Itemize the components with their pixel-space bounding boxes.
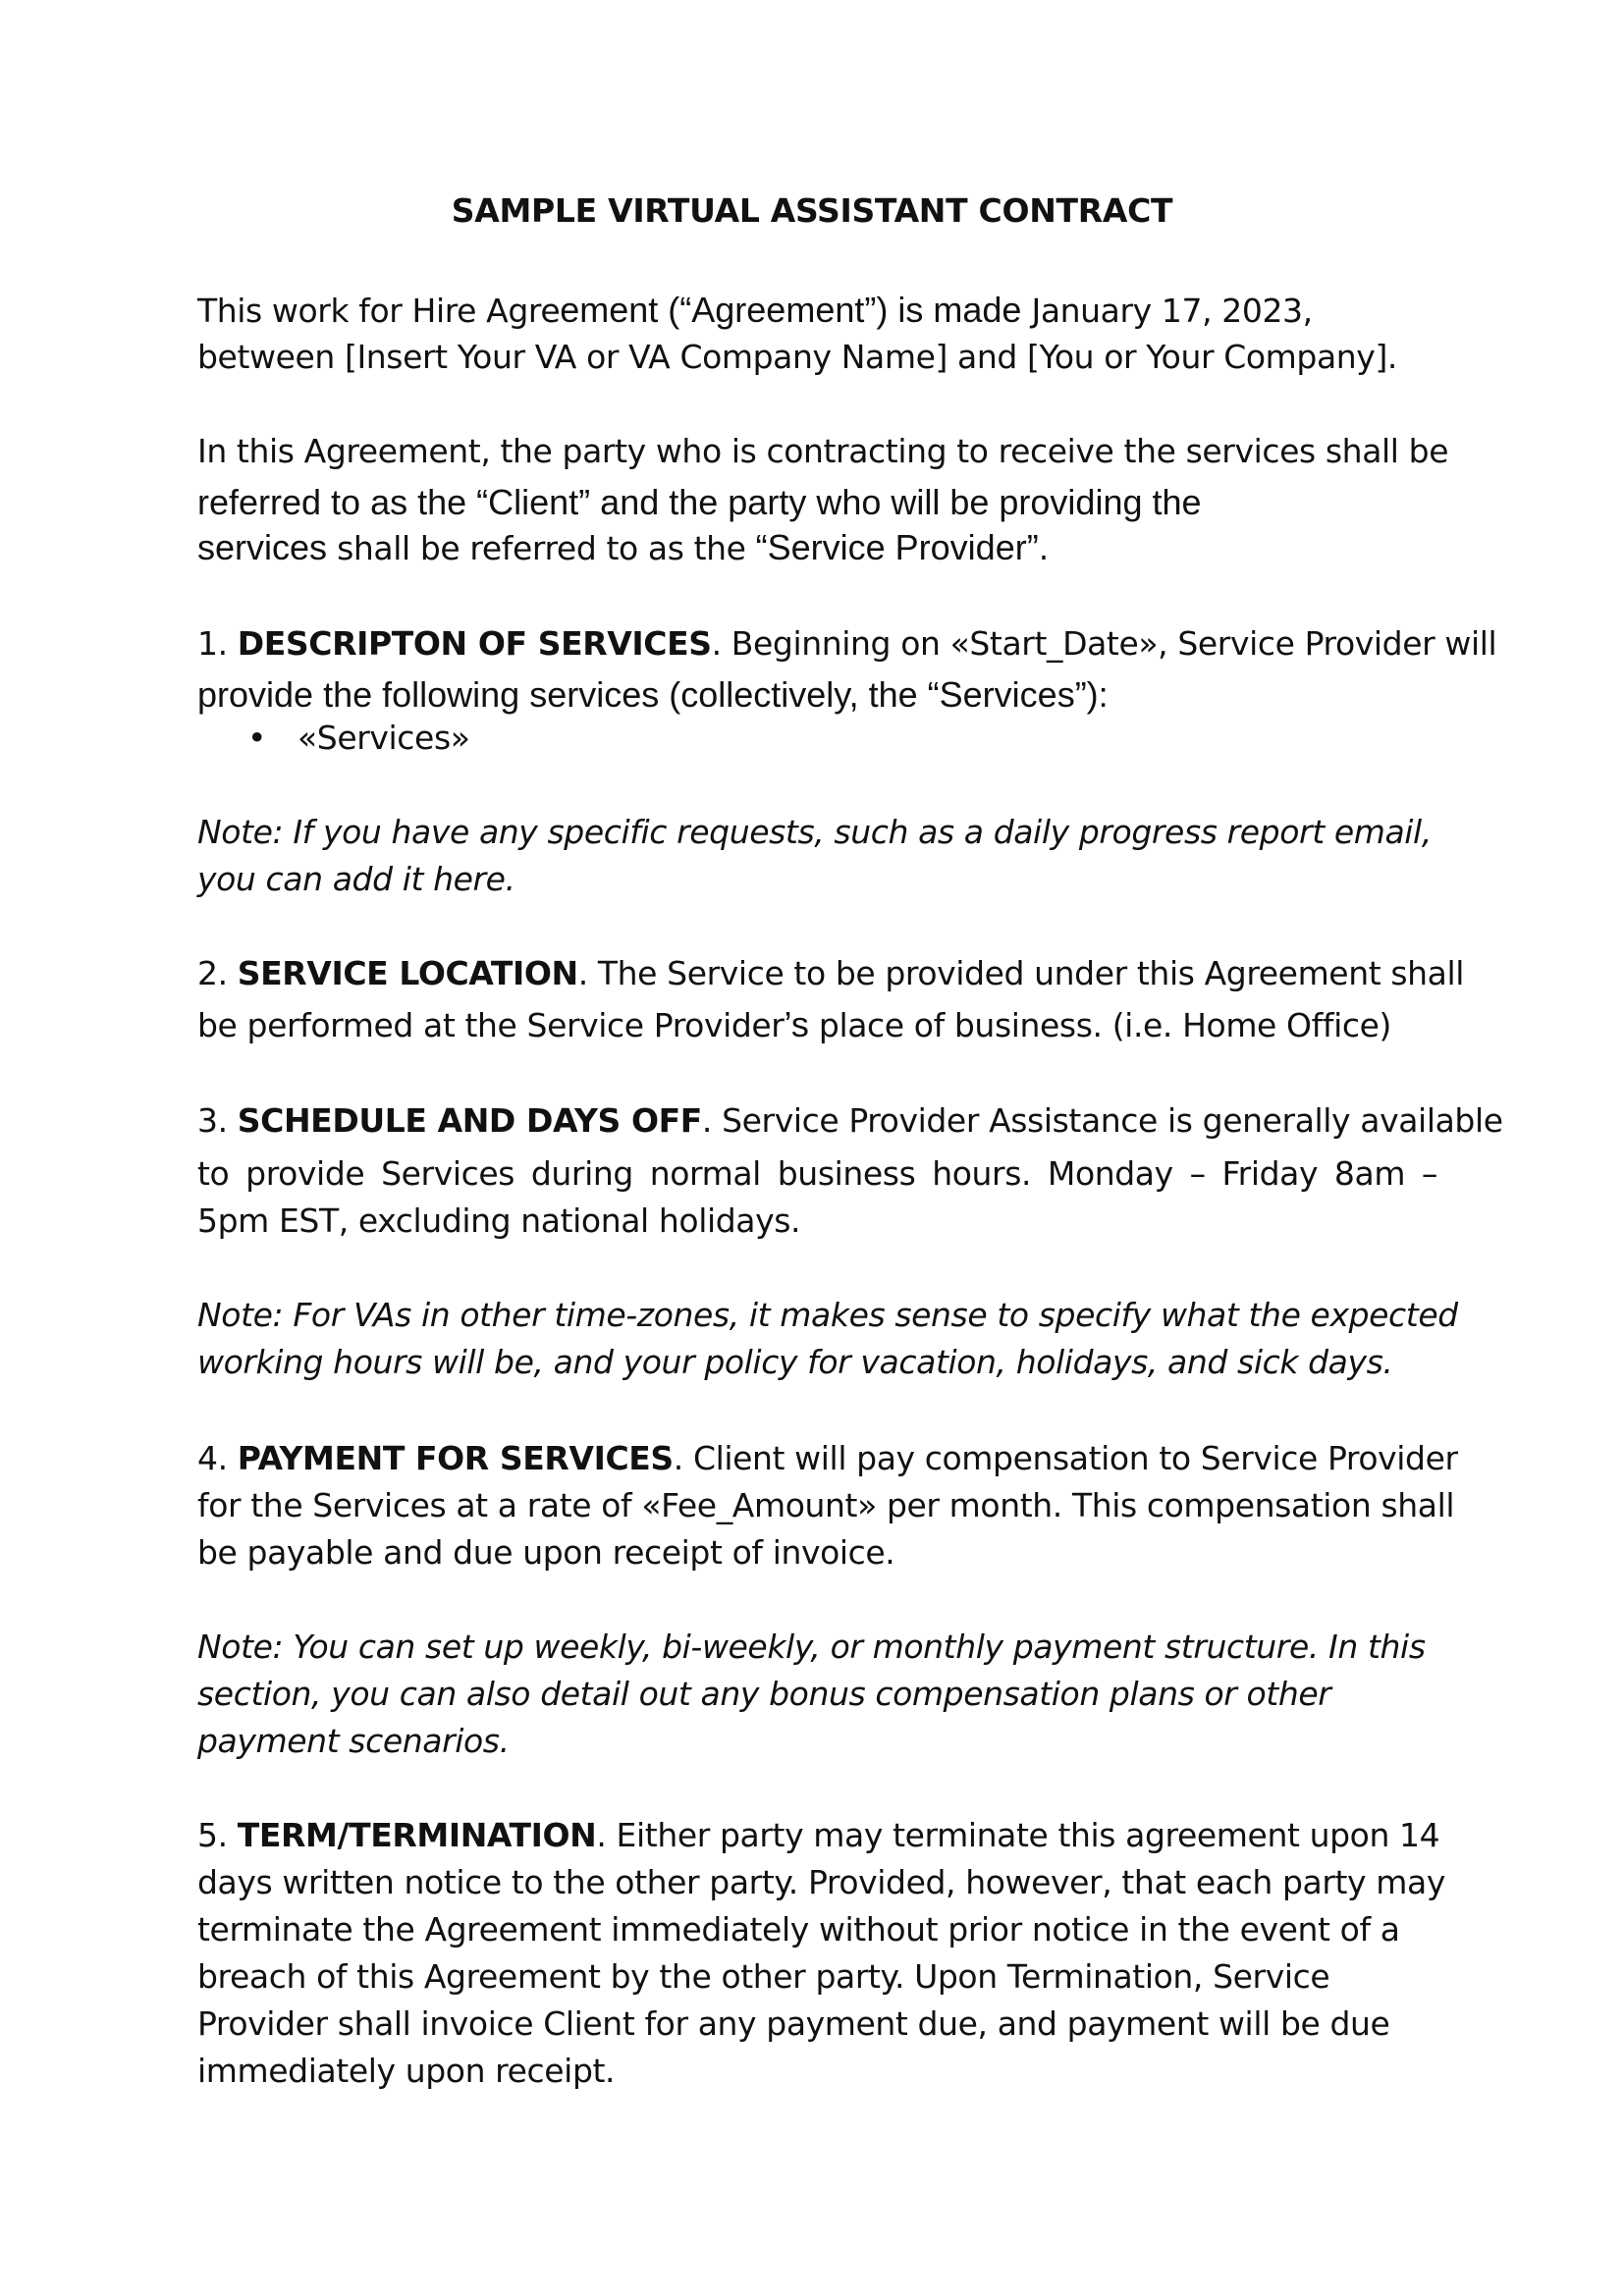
section-5-line-3: terminate the Agreement immediately without prior notice in the event of a xyxy=(197,1910,1400,1949)
section-4-line-2: for the Services at a rate of «Fee_Amount» per month. This compensation shall xyxy=(197,1486,1455,1524)
note-4-line-1: Note: You can set up weekly, bi-weekly, or monthly payment structure. In this xyxy=(197,1628,1426,1666)
document-title: SAMPLE VIRTUAL ASSISTANT CONTRACT xyxy=(451,191,1173,230)
section-number: 4. xyxy=(197,1439,238,1477)
intro-line-1 xyxy=(197,287,1437,335)
intro-text-alt: ement (“Agreement”) is made xyxy=(560,290,1022,330)
section-text: . The Service to be provided under this Agreement shall xyxy=(577,954,1465,992)
section-heading: TERM/TERMINATION xyxy=(237,1816,597,1854)
section-number: 5. xyxy=(197,1816,238,1854)
section-2-line-2 xyxy=(197,1001,1437,1049)
section-heading: DESCRIPTON OF SERVICES xyxy=(237,624,712,663)
parties-period: . xyxy=(1038,529,1049,567)
section-heading: PAYMENT FOR SERVICES xyxy=(237,1439,674,1477)
note-1-line-2: you can add it here. xyxy=(197,860,515,898)
section-5-line-2: days written notice to the other party. Provided, however, that each party may xyxy=(197,1863,1445,1901)
section-4-line-1 xyxy=(197,1435,1458,1482)
section-1-line-1 xyxy=(197,620,1497,667)
intro-text: This work for Hire Agre xyxy=(197,292,561,330)
note-3-line-2: working hours will be, and your policy for vacation, holidays, and sick days. xyxy=(197,1343,1393,1381)
section-4-line-3: be payable and due upon receipt of invoice. xyxy=(197,1533,895,1572)
section-5-line-6: immediately upon receipt. xyxy=(197,2052,616,2090)
section-3-line-3: 5pm EST, excluding national holidays. xyxy=(197,1201,801,1240)
parties-service-provider-term: “Service Provider” xyxy=(755,527,1039,567)
parties-line-3 xyxy=(197,524,1437,572)
section-5-line-1 xyxy=(197,1812,1440,1859)
intro-line-2: between [Insert Your VA or VA Company Name] and [You or Your Company]. xyxy=(197,338,1398,376)
section-number: 3. xyxy=(197,1101,238,1140)
section-3-line-2: to provide Services during normal business hours. Monday – Friday 8am – xyxy=(197,1154,1437,1193)
note-4-line-3: payment scenarios. xyxy=(197,1722,510,1760)
parties-line-2: referred to as the “Client” and the party who will be providing the xyxy=(197,482,1202,522)
section-text: . Either party may terminate this agreement upon 14 xyxy=(596,1816,1440,1854)
section-1-line-2: provide the following services (collectively, the “Services”): xyxy=(197,674,1109,715)
note-1-line-1: Note: If you have any specific requests, such as a daily progress report email, xyxy=(197,813,1432,851)
intro-date: January 17, 2023, xyxy=(1021,292,1313,330)
bullet-point: • xyxy=(247,719,267,757)
section-heading: SCHEDULE AND DAYS OFF xyxy=(237,1101,702,1140)
section-text: place of business. (i.e. Home Office) xyxy=(808,1006,1391,1044)
note-3-line-1: Note: For VAs in other time-zones, it makes sense to specify what the expected xyxy=(197,1296,1458,1334)
parties-text: shall be referred to as the xyxy=(327,529,756,567)
parties-services-word: services xyxy=(197,527,328,567)
section-5-line-5: Provider shall invoice Client for any payment due, and payment will be due xyxy=(197,2004,1390,2043)
section-2-line-1 xyxy=(197,950,1465,997)
section-text-alt: ’s xyxy=(784,1004,809,1044)
section-text: be performed at the Service Provider xyxy=(197,1006,785,1044)
section-3-line-1 xyxy=(197,1097,1503,1145)
section-number: 2. xyxy=(197,954,238,992)
section-heading: SERVICE LOCATION xyxy=(237,954,578,992)
section-number: 1. xyxy=(197,624,238,663)
bullet-item-services: «Services» xyxy=(298,719,470,757)
parties-line-1: In this Agreement, the party who is contracting to receive the services shall be xyxy=(197,432,1449,470)
section-text: . Service Provider Assistance is generally available xyxy=(701,1101,1503,1140)
section-text: . Beginning on «Start_Date», Service Provider will xyxy=(711,624,1497,663)
note-4-line-2: section, you can also detail out any bonus compensation plans or other xyxy=(197,1675,1331,1713)
section-text: . Client will pay compensation to Service Provider xyxy=(673,1439,1458,1477)
section-5-line-4: breach of this Agreement by the other party. Upon Termination, Service xyxy=(197,1957,1330,1996)
